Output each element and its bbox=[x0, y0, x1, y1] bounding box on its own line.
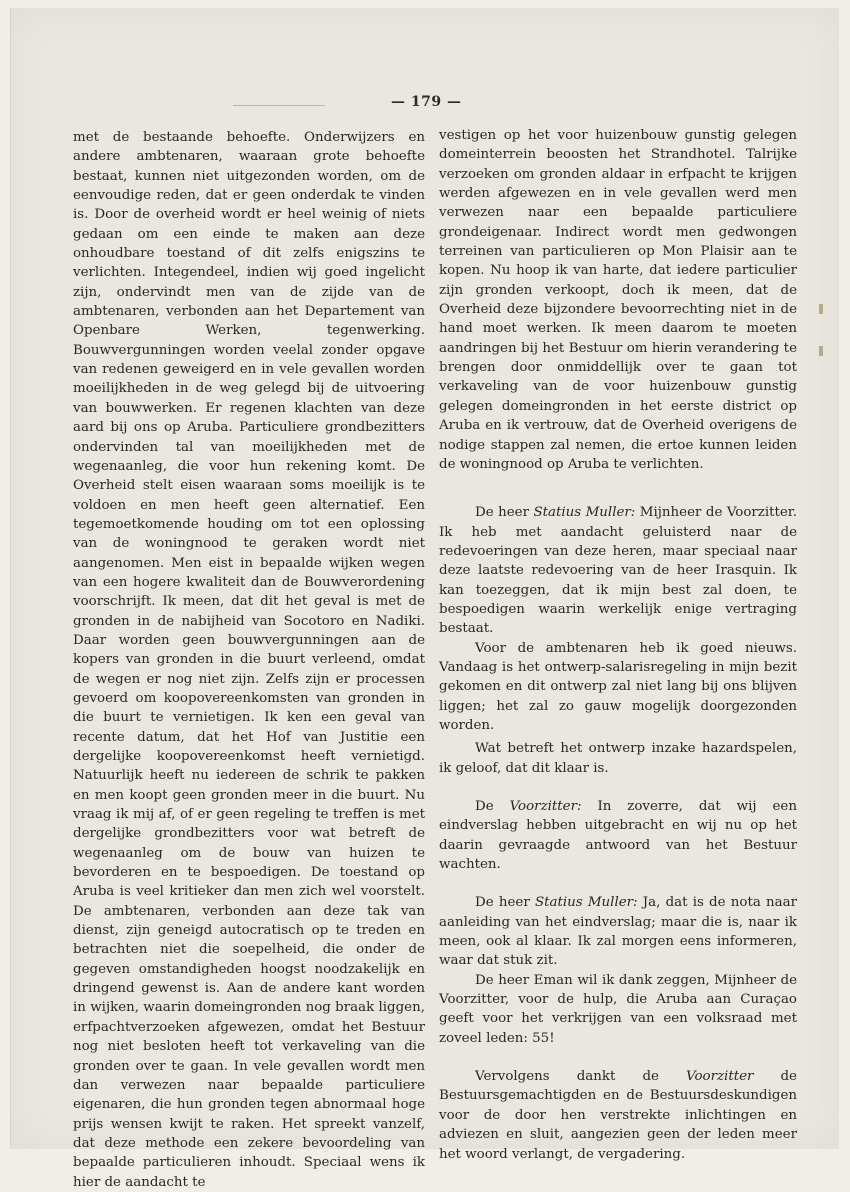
right-column bbox=[439, 126, 797, 1164]
speaker-name: Statius Muller: bbox=[533, 505, 636, 521]
spacer bbox=[439, 778, 797, 797]
header-rule bbox=[233, 105, 325, 106]
margin-mark bbox=[819, 346, 823, 356]
document-page bbox=[10, 8, 839, 1190]
speaker-name: Statius Muller: bbox=[534, 895, 638, 911]
right-paragraph-6 bbox=[439, 893, 797, 970]
spacer bbox=[439, 474, 797, 493]
speaker-prefix: De heer bbox=[475, 505, 529, 521]
speaker-name: Voorzitter bbox=[686, 1069, 754, 1085]
speaker-name: Voorzitter: bbox=[509, 799, 582, 814]
speech-text: Ja, dat is de nota naar aanleiding van het eindverslag; maar die is, naar ik meen, ook al klaar. Ik zal morgen eens informeren, waar dat stuk zit. bbox=[439, 895, 797, 969]
right-paragraph-1: vestigen op het voor huizenbouw gunstig gelegen domeinterrein beoosten het Strandhotel. Talrijke verzoeken om gronden aldaar in erfpacht te krijgen werden afgewezen en in vele gevallen werd men verwezen naar een bepaalde particuliere grondeigenaar. Indirect wordt men gedwongen terreinen van particulieren op Mon Plaisir aan te kopen. Nu hoop ik van harte, dat iedere particulier zijn gronden verkoopt, doch ik meen, dat de Overheid deze bijzondere bevoorrechting niet in de hand moet werken. Ik meen daarom te moeten aandringen bij het Bestuur om hierin verandering te brengen door onmiddellijk over te gaan tot verkaveling van de voor huizenbouw gunstig gelegen domeingronden in het eerste district op Aruba en ik vertrouw, dat de Overheid overigens de nodige stappen zal nemen, die ertoe kunnen leiden de woningnood op Aruba te verlichten. bbox=[439, 128, 797, 472]
margin-mark bbox=[819, 304, 823, 314]
left-column bbox=[73, 128, 425, 1192]
right-paragraph-2 bbox=[439, 503, 797, 638]
narration-prefix: Vervolgens dankt de bbox=[475, 1069, 659, 1085]
right-paragraph-7: De heer Eman wil ik dank zeggen, Mijnheer de Voorzitter, voor de hulp, die Aruba aan Curaçao geeft voor het verkrijgen van een volksraad met zoveel leden: 55! bbox=[439, 972, 797, 1046]
spacer bbox=[439, 1048, 797, 1067]
right-paragraph-5 bbox=[439, 797, 797, 874]
speech-text: In zoverre, dat wij een eindverslag hebben uitgebracht en wij nu op het daarin gevraagde antwoord van het Bestuur wachten. bbox=[439, 799, 797, 873]
speaker-prefix: De heer bbox=[475, 895, 530, 911]
right-paragraph-3: Voor de ambtenaren heb ik goed nieuws. Vandaag is het ontwerp-salarisregeling in mijn bezit gekomen en dit ontwerp zal niet lang bij ons blijven liggen; het zal zo gauw mogelijk doorgezonden worden. bbox=[439, 640, 797, 733]
spacer bbox=[439, 493, 797, 503]
narration-text: de Bestuursgemachtigden en de Bestuursdeskundigen voor de door hen verstrekte inlichtingen en adviezen en sluit, aangezien geen der leden meer het woord verlangt, de vergadering. bbox=[439, 1069, 797, 1162]
page-number: — 179 — bbox=[391, 94, 462, 110]
spacer bbox=[439, 874, 797, 893]
speaker-prefix: De bbox=[475, 799, 494, 814]
right-paragraph-4: Wat betreft het ontwerp inzake hazardspelen, ik geloof, dat dit klaar is. bbox=[439, 741, 797, 776]
right-paragraph-8 bbox=[439, 1067, 797, 1164]
speech-text: Mijnheer de Voorzitter. Ik heb met aandacht geluisterd naar de redevoeringen van deze heren, maar speciaal naar deze laatste redevoering van de heer Irasquin. Ik kan toezeggen, dat ik mijn best zal doen, te bespoedigen waarin werkelijk enige vertraging bestaat. bbox=[439, 505, 797, 637]
left-paragraph: met de bestaande behoefte. Onderwijzers en andere ambtenaren, waaraan grote behoefte bestaat, kunnen niet uitgezonden worden, om de eenvoudige reden, dat er geen onderdak te vinden is. Door de overheid wordt er heel weinig of niets gedaan om een einde te maken aan deze onhoudbare toestand of dit zelfs enigszins te verlichten. Integendeel, indien wij goed ingelicht zijn, ondervindt men van de zijde van de ambtenaren, verbonden aan het Departement van Openbare Werken, tegenwerking. Bouwvergunningen worden veelal zonder opgave van redenen geweigerd en in vele gevallen worden moeilijkheden in de weg gelegd bij de uitvoering van bouwwerken. Er regenen klachten van deze aard bij ons op Aruba. Particuliere grondbezitters ondervinden tal van moeilijkheden met de wegenaanleg, die voor hun rekening komt. De Overheid stelt eisen waaraan soms moeilijk is te voldoen en men heeft geen alternatief. Een tegemoetkomende houding om tot een oplossing van de woningnood te geraken wordt niet aangenomen. Men eist in bepaalde wijken wegen van een hogere kwaliteit dan de Bouwverordening voorschrijft. Ik meen, dat dit het geval is met de gronden in de nabijheid van Socotoro en Nadiki. Daar worden geen bouwvergunningen aan de kopers van gronden in die buurt verleend, omdat de wegen er nog niet zijn. Zelfs zijn er processen gevoerd om koopovereenkomsten van gronden in die buurt te vernietigen. Ik ken een geval van recente datum, dat het Hof van Justitie een dergelijke koopovereenkomst heeft vernietigd. Natuurlijk heeft nu iedereen de schrik te pakken en men koopt geen gronden meer in die buurt. Nu vraag ik mij af, of er geen regeling te treffen is met dergelijke grondbezitters voor wat betreft de wegenaanleg om de bouw van huizen te bevorderen en te bespoedigen. De toestand op Aruba is veel kritieker dan men zich wel voorstelt. De ambtenaren, verbonden aan deze tak van dienst, zijn geneigd autocratisch op te treden en betrachten niet die soepelheid, die onder de gegeven omstandigheden hoogst noodzakelijk en dringend gewenst is. Aan de andere kant worden in wijken, waarin domeingronden nog braak liggen, erfpachtverzoeken afgewezen, omdat het Bestuur nog niet besloten heeft tot verkaveling van die gronden over te gaan. In vele gevallen wordt men dan verwezen naar bepaalde particuliere eigenaren, die hun gronden tegen abnormaal hoge prijs wensen kwijt te raken. Het spreekt vanzelf, dat deze methode een zekere bevoordeling van bepaalde particulieren inhoudt. Speciaal wens ik hier de aandacht te bbox=[73, 130, 425, 1190]
